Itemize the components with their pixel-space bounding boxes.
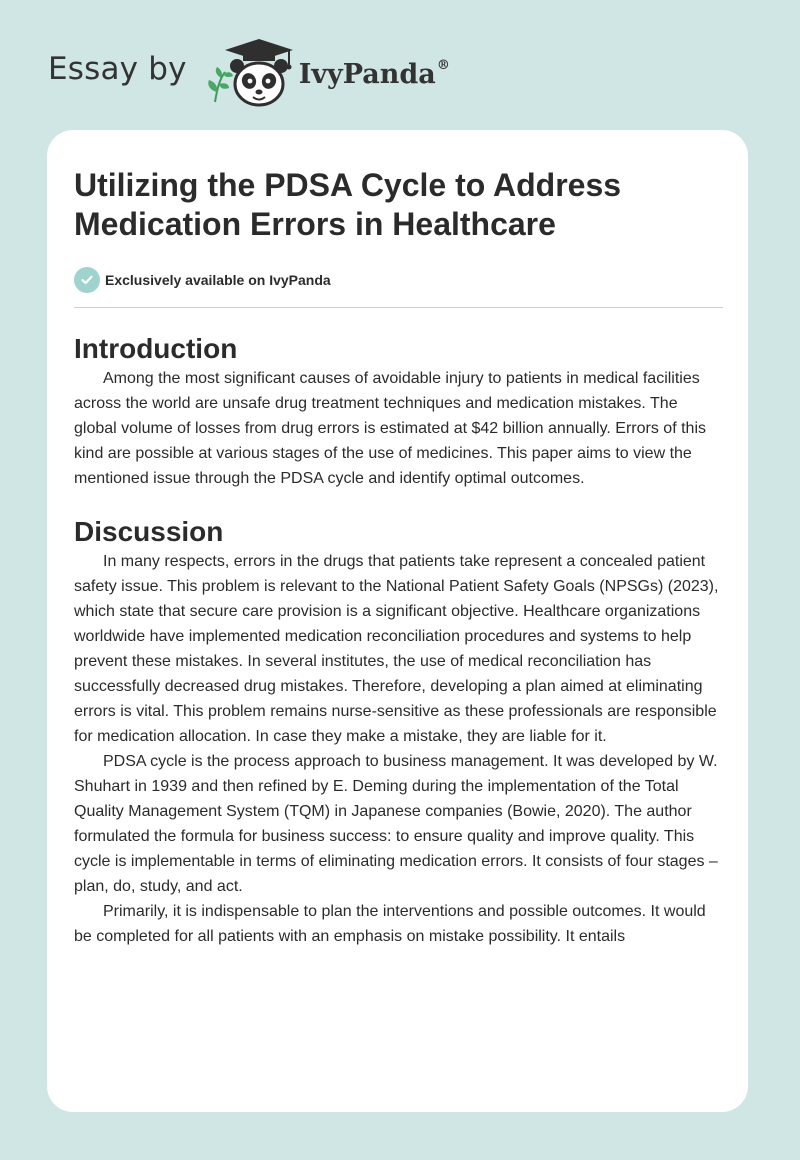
check-circle-icon xyxy=(74,267,100,293)
page-title: Utilizing the PDSA Cycle to Address Medication Errors in Healthcare xyxy=(74,167,622,242)
brand-name[interactable] xyxy=(299,58,450,90)
essay-by-label: Essay by xyxy=(48,51,187,87)
brand-name-text: IvyPanda xyxy=(298,59,436,90)
section-heading-discussion: Discussion xyxy=(74,516,224,547)
leaf-icon xyxy=(208,67,233,102)
paragraph: Primarily, it is indispensable to plan the interventions and possible outcomes. It would be completed for all patients with an emphasis on mistake possibility. It entails xyxy=(74,903,706,945)
paragraph: Among the most significant causes of avoidable injury to patients in medical facilities across the world are unsafe drug treatment techniques and medication mistakes. The global volume of losses from drug errors is estimated at $42 billion annually. Errors of this kind are possible at various stages of the use of medicines. This paper aims to view the mentioned issue through the PDSA cycle and identify optimal outcomes. xyxy=(74,370,706,487)
site-header xyxy=(48,36,450,108)
essay-content xyxy=(74,166,724,949)
panda-graduate-icon[interactable] xyxy=(203,36,295,108)
badge-text: Exclusively available on IvyPanda xyxy=(105,272,331,288)
exclusive-badge xyxy=(74,266,724,294)
divider xyxy=(74,307,723,308)
section-heading-introduction: Introduction xyxy=(74,333,238,364)
registered-mark: ® xyxy=(436,58,450,73)
paragraph: In many respects, errors in the drugs that patients take represent a concealed patient safety issue. This problem is relevant to the National Patient Safety Goals (NPSGs) (2023), which state that secure care provision is a significant objective. Healthcare organizations worldwide have implemented medication reconciliation procedures and systems to help prevent these mistakes. In several institutes, the use of medical reconciliation has successfully decreased drug mistakes. Therefore, developing a plan aimed at eliminating errors is vital. This problem remains nurse-sensitive as these professionals are responsible for medication allocation. In case they make a mistake, they are liable for it. xyxy=(74,553,719,745)
essay-card xyxy=(47,130,748,1112)
paragraph: PDSA cycle is the process approach to business management. It was developed by W. Shuhart in 1939 and then refined by E. Deming during the implementation of the Total Quality Management System (TQM) in Japanese companies (Bowie, 2020). The author formulated the formula for business success: to ensure quality and improve quality. This cycle is implementable in terms of eliminating medication errors. It consists of four stages – plan, do, study, and act. xyxy=(74,753,718,895)
